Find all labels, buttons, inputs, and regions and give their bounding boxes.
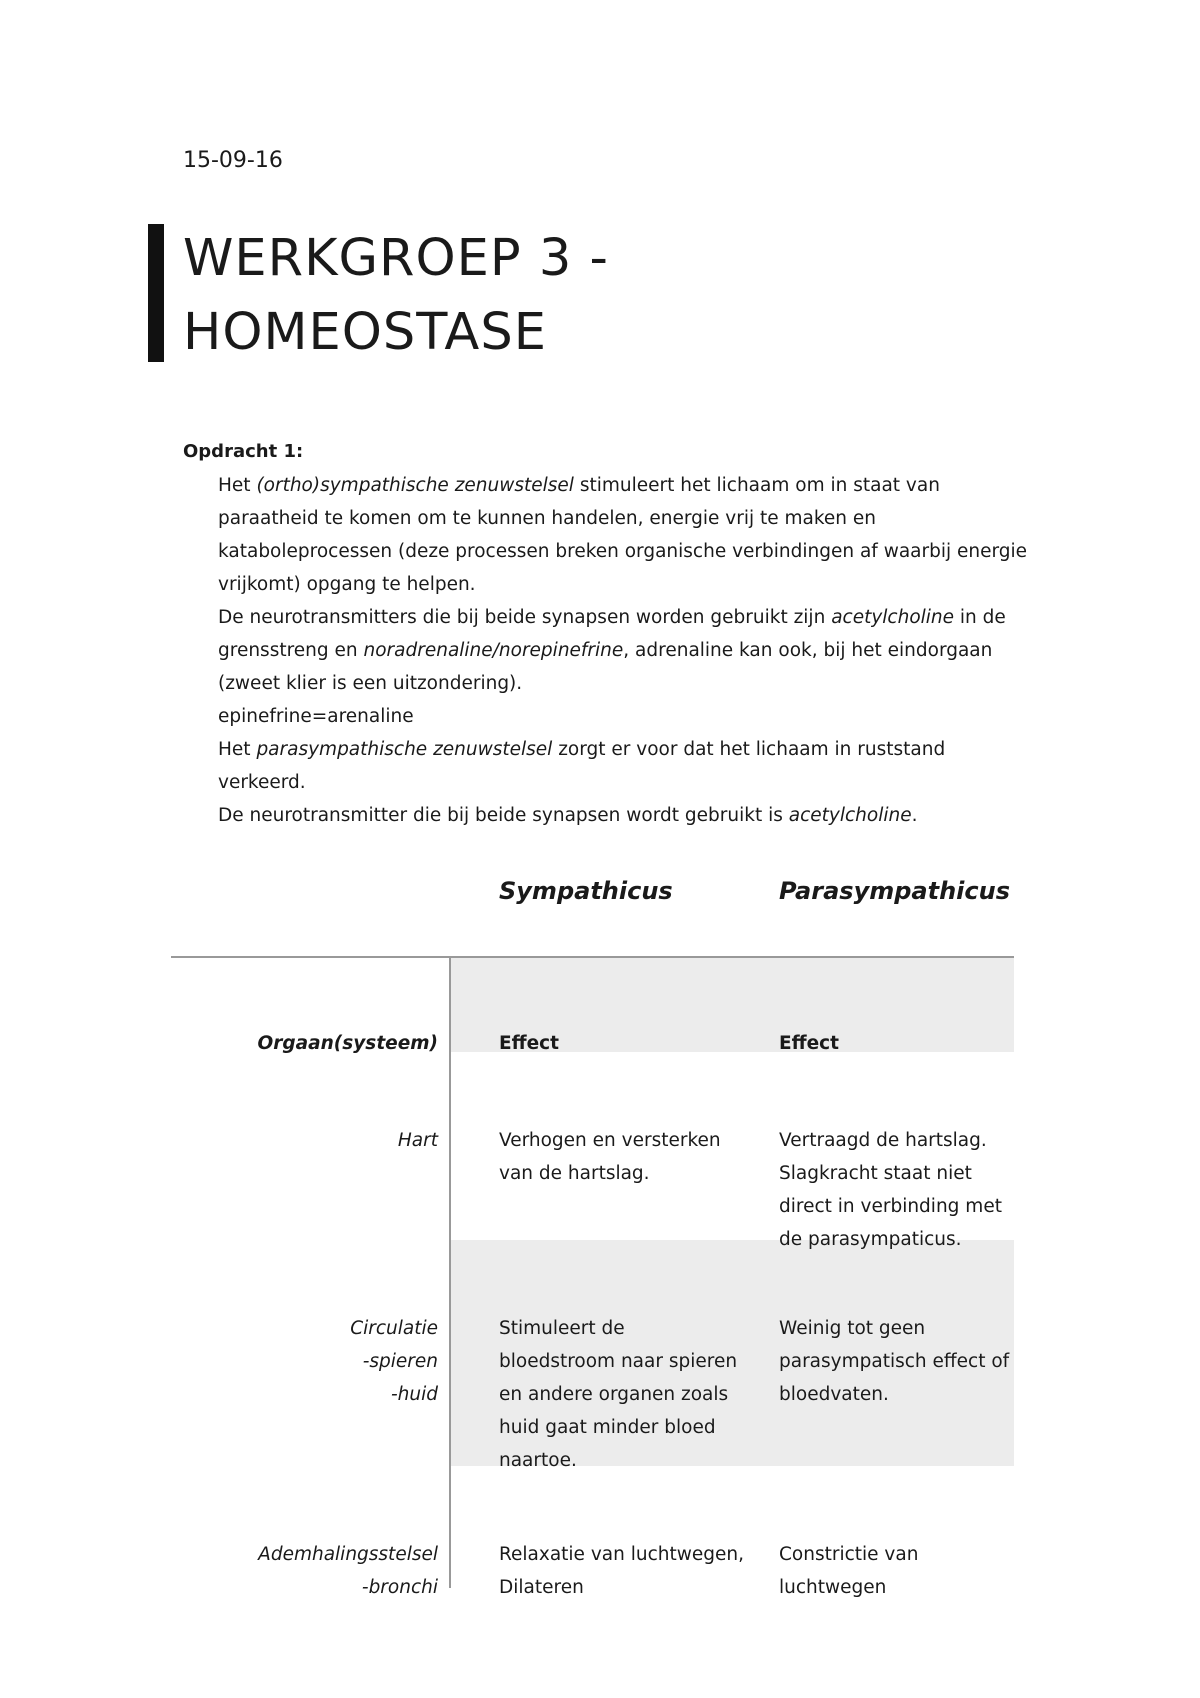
paragraph-neurotransmitters: De neurotransmitters die bij beide synapsen worden gebruikt zijn acetylcholine in de grensstreng en noradrenaline/norepinefrine, adrenaline kan ook, bij het eindorgaan (zweet klier is een uitzondering).	[218, 607, 1006, 694]
table-top-rule	[171, 956, 1014, 958]
table-vertical-rule	[449, 958, 451, 1588]
paragraph-sympathetic: Het (ortho)sympathische zenuwstelsel stimuleert het lichaam om in staat van paraatheid te komen om te kunnen handelen, energie vrij te maken en kataboleprocessen (deze processen breken organische verbindingen af waarbij energie vrijkomt) opgang te helpen.	[218, 475, 1028, 595]
assignment-heading: Opdracht 1:	[183, 441, 304, 462]
title-line-2: HOMEOSTASE	[183, 303, 547, 362]
cell-circulatie-symp: Stimuleert de bloedstroom naar spieren en andere organen zoals huid gaat minder bloed naartoe.	[499, 1318, 738, 1471]
cell-ademhaling-para: Constrictie van luchtwegen	[779, 1544, 919, 1598]
cell-ademhaling-symp: Relaxatie van luchtwegen, Dilateren	[499, 1544, 744, 1598]
document-title	[183, 222, 609, 370]
column-header-parasympathicus: Parasympathicus	[779, 877, 1010, 905]
subheader-organ-label: Orgaan(systeem)	[257, 1033, 438, 1054]
row-label-ademhaling: Ademhalingsstelsel -bronchi	[258, 1544, 438, 1598]
cell-hart-para: Vertraagd de hartslag. Slagkracht staat niet direct in verbinding met de parasympaticus.	[779, 1130, 1002, 1250]
paragraph-para-neurotransmitter: De neurotransmitter die bij beide synapsen wordt gebruikt is acetylcholine.	[218, 805, 918, 826]
column-header-sympathicus: Sympathicus	[499, 877, 673, 905]
row-label-hart: Hart	[397, 1130, 438, 1151]
assignment-body	[218, 469, 1038, 832]
row-label-circulatie: Circulatie -spieren -huid	[350, 1318, 438, 1405]
title-accent-bar	[148, 224, 164, 362]
cell-hart-symp: Verhogen en versterken van de hartslag.	[499, 1130, 721, 1184]
cell-circulatie-para: Weinig tot geen parasympatisch effect of bloedvaten.	[779, 1318, 1010, 1405]
title-line-1: WERKGROEP 3 -	[183, 229, 609, 288]
document-date: 15-09-16	[183, 148, 283, 173]
paragraph-parasympathetic: Het parasympathische zenuwstelsel zorgt er voor dat het lichaam in ruststand verkeerd.	[218, 739, 946, 793]
subheader-para-effect: Effect	[779, 1033, 839, 1054]
subheader-symp-effect: Effect	[499, 1033, 559, 1054]
paragraph-epinefrine: epinefrine=arenaline	[218, 706, 414, 727]
